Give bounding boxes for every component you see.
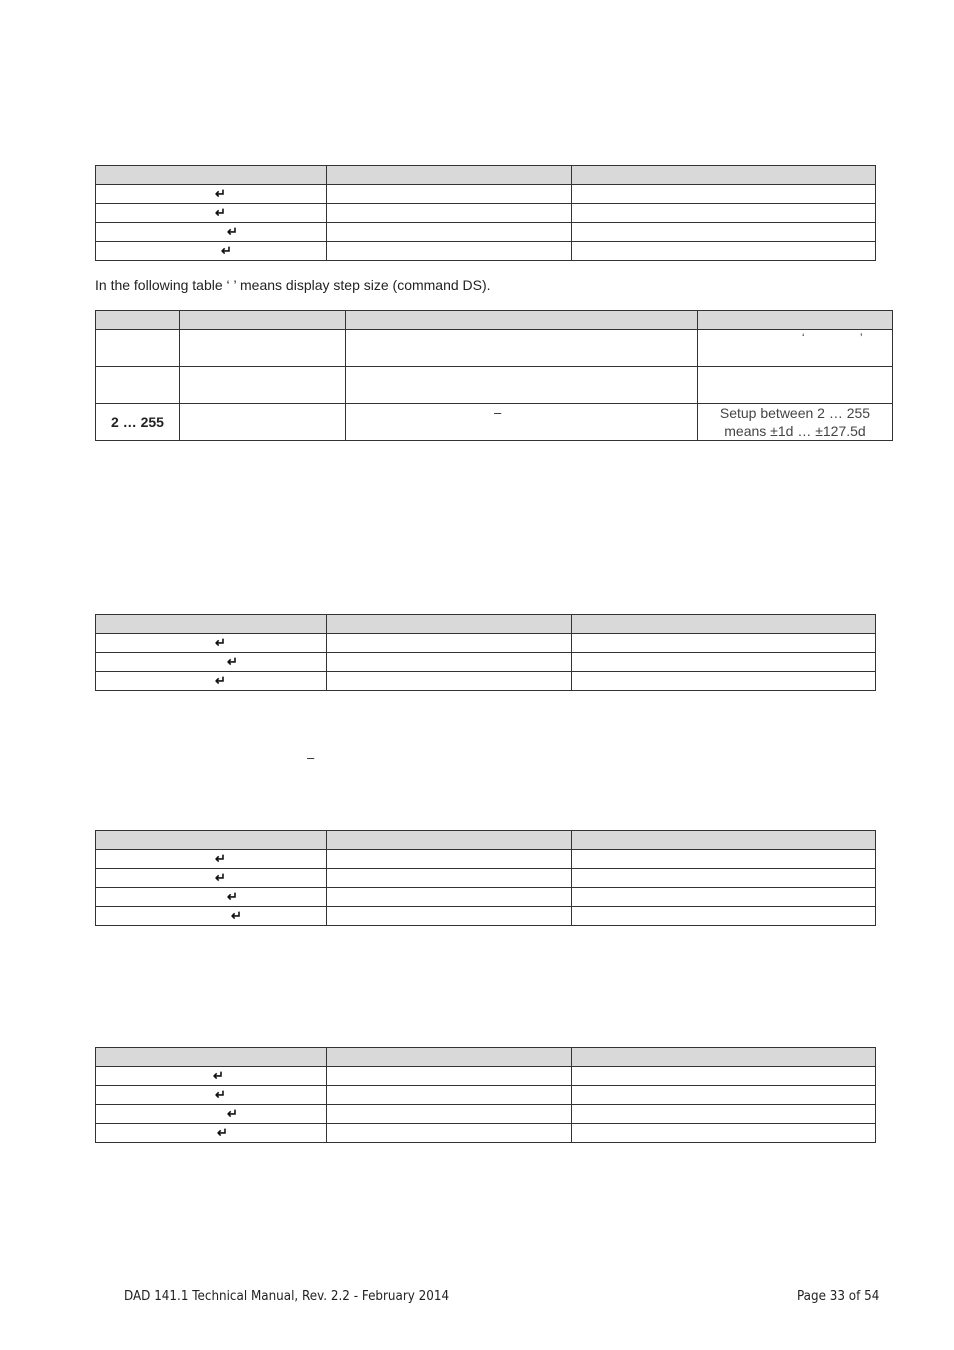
table-row <box>96 869 876 888</box>
table-row <box>96 907 876 926</box>
return-icon: ↵ <box>215 673 226 688</box>
table-row <box>96 185 876 204</box>
return-icon: ↵ <box>215 870 226 885</box>
return-icon: ↵ <box>215 851 226 866</box>
table-header-row <box>96 166 876 185</box>
command-table-4 <box>95 1047 876 1143</box>
return-icon: ↵ <box>227 224 238 239</box>
step-note-cell <box>698 404 893 441</box>
return-icon: ↵ <box>227 654 238 669</box>
table-row <box>96 1086 876 1105</box>
return-icon: ↵ <box>227 1106 238 1121</box>
table-row <box>96 404 893 441</box>
table-row <box>96 653 876 672</box>
return-icon: ↵ <box>231 908 242 923</box>
dash-mark: – <box>307 750 315 765</box>
table-intro-paragraph: In the following table ‘ ’ means display step size (command DS). <box>95 277 491 293</box>
return-icon: ↵ <box>217 1125 228 1140</box>
table-header-row <box>96 311 893 330</box>
footer-page-number: Page 33 of 54 <box>797 1289 880 1304</box>
command-table-1 <box>95 165 876 261</box>
step-size-table <box>95 310 893 441</box>
table-row <box>96 330 893 367</box>
quote-close: ’ <box>860 332 863 344</box>
table-row <box>96 1067 876 1086</box>
command-table-2 <box>95 614 876 691</box>
return-icon: ↵ <box>215 205 226 220</box>
table-row <box>96 1105 876 1124</box>
return-icon: ↵ <box>215 1087 226 1102</box>
table-row <box>96 223 876 242</box>
command-table-3 <box>95 830 876 926</box>
return-icon: ↵ <box>227 889 238 904</box>
quote-open: ‘ <box>802 332 805 344</box>
table-row <box>96 888 876 907</box>
step-range-cell: 2 … 255 <box>96 404 180 441</box>
table-header-row <box>96 831 876 850</box>
return-icon: ↵ <box>215 186 226 201</box>
step-note-line-1: Setup between 2 … 255 <box>719 405 871 421</box>
return-icon: ↵ <box>213 1068 224 1083</box>
return-icon: ↵ <box>221 243 232 258</box>
table-row <box>96 1124 876 1143</box>
step-note-line-2: means ±1d … ±127.5d <box>724 423 866 439</box>
table-row <box>96 850 876 869</box>
table-row <box>96 672 876 691</box>
table-row <box>96 634 876 653</box>
table-header-row <box>96 1048 876 1067</box>
table-row <box>96 204 876 223</box>
table-row <box>96 242 876 261</box>
return-icon: ↵ <box>215 635 226 650</box>
table-header-row <box>96 615 876 634</box>
table-row <box>96 367 893 404</box>
footer-document-title: DAD 141.1 Technical Manual, Rev. 2.2 - February 2014 <box>124 1289 450 1304</box>
dash-mark: – <box>494 405 502 420</box>
